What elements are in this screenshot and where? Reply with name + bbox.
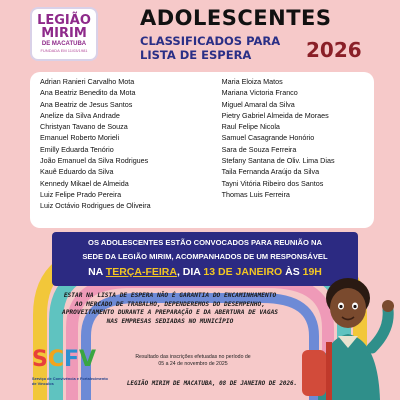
scfv-letter-s: S	[32, 347, 48, 372]
page-subtitle	[140, 34, 280, 62]
footer-signature: LEGIÃO MIRIM DE MACATUBA, 08 DE JANEIRO DE 2026.	[126, 381, 298, 387]
list-item: Ana Beatriz Benedito da Mota	[40, 88, 136, 98]
list-item: João Emanuel da Silva Rodrigues	[40, 156, 149, 166]
list-item: Christyan Tavano de Souza	[40, 122, 128, 132]
subtitle-line-1: CLASSIFICADOS PARA	[140, 34, 281, 48]
list-item: Emanuel Roberto Morieli	[40, 133, 120, 143]
banner-line-1: OS ADOLESCENTES ESTÃO CONVOCADOS PARA REUNIÃO NA	[88, 238, 322, 247]
list-item: Kauê Eduardo da Silva	[40, 167, 114, 177]
list-item: Sara de Souza Ferreira	[221, 144, 297, 154]
scfv-letter-v: V	[79, 347, 97, 372]
names-column-left	[40, 76, 216, 224]
subtitle-line-2: LISTA DE ESPERA	[140, 48, 252, 62]
logo-line-1: LEGIÃO	[37, 13, 91, 28]
list-item: Luiz Octávio Rodrigues de Oliveira	[40, 201, 151, 211]
list-item: Stefany Santana de Oliv. Lima Dias	[221, 156, 335, 166]
list-item: Luiz Felipe Prado Pereira	[40, 189, 122, 199]
names-column-right	[222, 76, 364, 224]
list-item: Samuel Casagrande Honório	[221, 133, 315, 143]
scfv-letter-c: C	[47, 347, 65, 372]
meeting-time: 19H	[302, 266, 322, 278]
names-list-card	[30, 72, 374, 228]
meeting-day: TERÇA-FEIRA	[105, 266, 177, 278]
list-item: Thomas Luis Ferreira	[221, 189, 290, 199]
scfv-letters	[32, 348, 96, 372]
meeting-date: 13 DE JANEIRO	[203, 266, 283, 278]
banner-text-na: NA	[88, 266, 106, 278]
logo-line-4: FUNDADA EM 11/03/1981	[40, 48, 88, 53]
boy-pupil-left	[339, 305, 342, 308]
list-item: Tayni Vitória Ribeiro dos Santos	[221, 178, 324, 188]
list-item: Anelize da Silva Andrade	[40, 110, 120, 120]
list-item: Adrian Ranieri Carvalho Mota	[40, 77, 135, 86]
legiao-mirim-logo	[30, 7, 98, 61]
list-item: Taila Fernanda Araújo da Silva	[221, 167, 320, 177]
boy-arm-raised	[372, 310, 388, 348]
logo-line-2: MIRIM	[41, 26, 87, 41]
list-item: Kennedy Mikael de Almeida	[40, 178, 129, 188]
boy-backpack	[302, 350, 326, 396]
list-item: Miguel Amaral da Silva	[221, 99, 295, 109]
year-label: 2026	[306, 38, 362, 62]
banner-line-2: SEDE DA LEGIÃO MIRIM, ACOMPANHADOS DE UM RESPONSÁVEL	[82, 252, 328, 261]
logo-line-3: DE MACATUBA	[41, 41, 87, 47]
cartoon-boy-illustration	[292, 270, 400, 400]
list-item: Emilly Eduarda Tenório	[40, 144, 114, 154]
boy-pupil-right	[353, 305, 356, 308]
boy-hand	[382, 300, 394, 312]
list-item: Mariana Victoria Franco	[221, 88, 298, 98]
registration-period-note: Resultado das inscrições efetuadas no período de 05 a 24 de novembro de 2025	[135, 354, 251, 367]
banner-text-dia: , DIA	[176, 266, 204, 278]
scfv-letter-f: F	[64, 347, 80, 372]
waitlist-disclaimer: ESTAR NA LISTA DE ESPERA NÃO É GARANTIA DO ENCAMINHAMENTO AO MERCADO DE TRABALHO, DEPENDEREMOS DO DESEMPENHO, APROVEITAMENTO DURANTE A PREPARAÇÃO E DA ABERTURA DE VAGAS NAS EMPRESAS SEDIADAS NO MUNICÍPIO	[61, 292, 279, 325]
list-item: Raul Felipe Nicola	[221, 122, 280, 132]
scfv-logo	[30, 348, 110, 394]
boy-backpack-strap	[326, 342, 332, 400]
list-item: Maria Eloiza Matos	[221, 77, 283, 86]
boy-face	[330, 288, 366, 328]
banner-text-as: ÀS	[282, 266, 303, 278]
scfv-caption: Serviço de Convivência e Fortalecimento de Vínculos	[32, 376, 108, 386]
page-title: ADOLESCENTES	[140, 6, 332, 30]
list-item: Ana Beatriz de Jesus Santos	[40, 99, 133, 109]
list-item: Pietry Gabriel Almeida de Moraes	[221, 110, 329, 120]
